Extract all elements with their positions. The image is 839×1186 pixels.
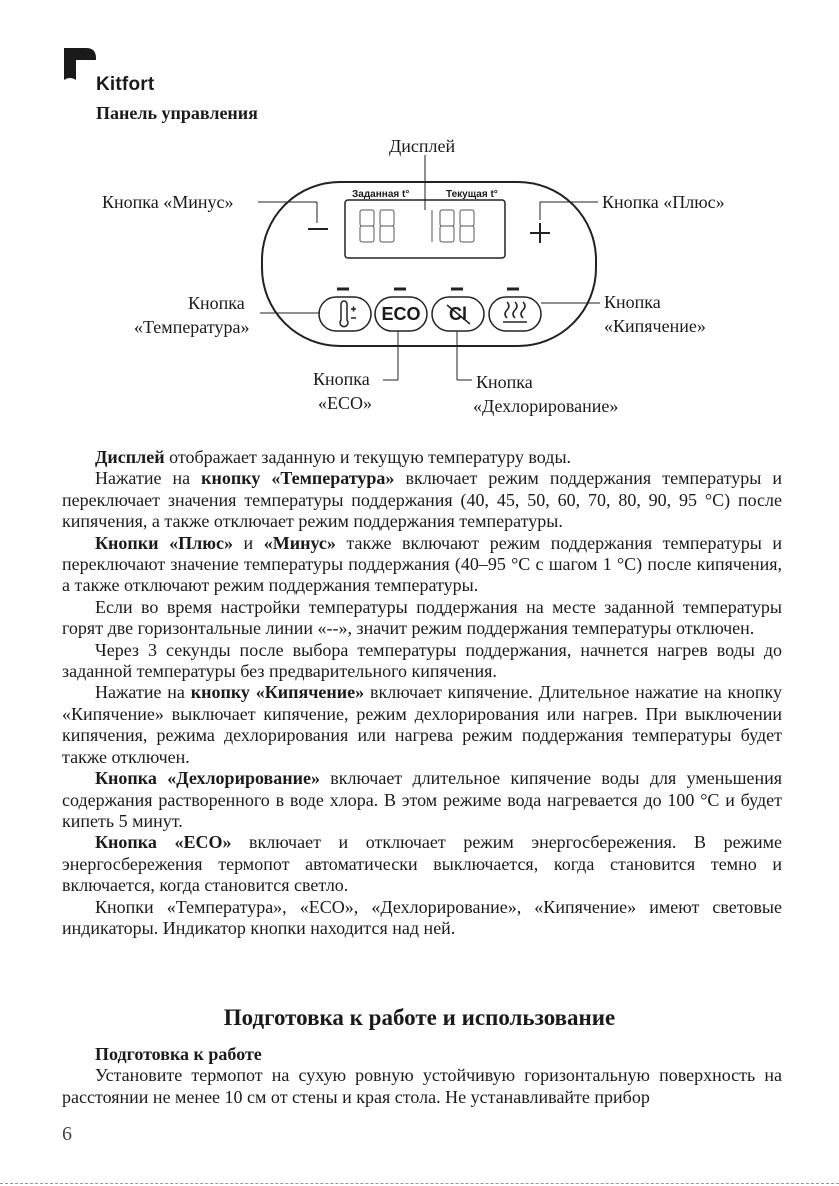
paragraph: Через 3 секунды после выбора температуры поддержания, начнется нагрев воды до заданной температуры без предварительного кипячения. [62, 639, 782, 682]
page-number: 6 [62, 1123, 72, 1145]
set-temp-caption: Заданная t° [352, 189, 410, 200]
paragraph: Кнопка «Дехлорирование» включает длительное кипячение воды для уменьшения содержания растворенного в воде хлора. В этом режиме вода нагревается до 100 °С и будет кипеть 5 минут. [62, 768, 782, 831]
paragraph: Если во время настройки температуры поддержания на месте заданной температуры горят две горизонтальные линии «--», значит режим поддержания температуры отключен. [62, 596, 782, 639]
eco-button-text: ECO [381, 304, 421, 324]
paragraph: Нажатие на кнопку «Кипячение» включает кипячение. Длительное нажатие на кнопку «Кипячение» выключает кипячение, режим дехлорирования или нагрев. При выключении кипячения, режима дехлорирования или нагрева режим поддержания температуры будет также отключен. [62, 682, 783, 767]
section-heading: Подготовка к работе и использование [223, 1005, 616, 1030]
paragraph: Нажатие на кнопку «Температура» включает режим поддержания температуры и переключает значения температуры поддержания (40, 45, 50, 60, 70, 80, 90, 95 °С) после кипячения, а также отключает режим поддержания температуры. [62, 468, 782, 532]
display-label: Дисплей [389, 136, 456, 156]
boil-button-label-1: Кнопка [604, 292, 661, 312]
boil-button-label-2: «Кипячение» [604, 316, 706, 336]
instructions-text [62, 447, 782, 939]
dechlor-button-label-2: «Дехлорирование» [473, 396, 619, 416]
dechlor-button-label-1: Кнопка [476, 372, 533, 392]
current-temp-caption: Текущая t° [446, 189, 498, 200]
cl-button-text: Cl [449, 304, 467, 324]
temperature-button-label-2: «Температура» [134, 317, 250, 337]
minus-button-label: Кнопка «Минус» [102, 192, 234, 212]
plus-button-label: Кнопка «Плюс» [602, 192, 725, 212]
paragraph: Кнопки «Плюс» и «Минус» также включают режим поддержания температуры и переключают значение температуры поддержания (40–95 °С с шагом 1 °С) после кипячения, а также отключают режим поддержания температуры. [62, 532, 782, 596]
paragraph: Установите термопот на сухую ровную устойчивую горизонтальную поверхность на расстоянии не менее 10 см от стены и края стола. Не устанавливайте прибор [62, 1065, 782, 1107]
eco-button-label-2: «ECO» [318, 393, 372, 413]
paragraph: Кнопка «ECO» включает и отключает режим энергосбережения. В режиме энергосбережения термопот автоматически выключается, когда становится темно и включается, когда становится светло. [62, 832, 783, 896]
brand-name: Kitfort [96, 74, 155, 95]
eco-button-label-1: Кнопка [313, 369, 370, 389]
preparation-section [62, 1044, 782, 1108]
temperature-button-label-1: Кнопка [188, 293, 245, 313]
paragraph: Кнопки «Температура», «ECO», «Дехлорирование», «Кипячение» имеют световые индикаторы. Индикатор кнопки находится над ней. [62, 896, 782, 938]
footer-divider [0, 1183, 839, 1184]
paragraph: Дисплей отображает заданную и текущую температуру воды. [95, 447, 572, 467]
section-title: Панель управления [96, 103, 258, 123]
subsection-title: Подготовка к работе [95, 1044, 262, 1064]
control-panel-diagram [0, 130, 839, 430]
